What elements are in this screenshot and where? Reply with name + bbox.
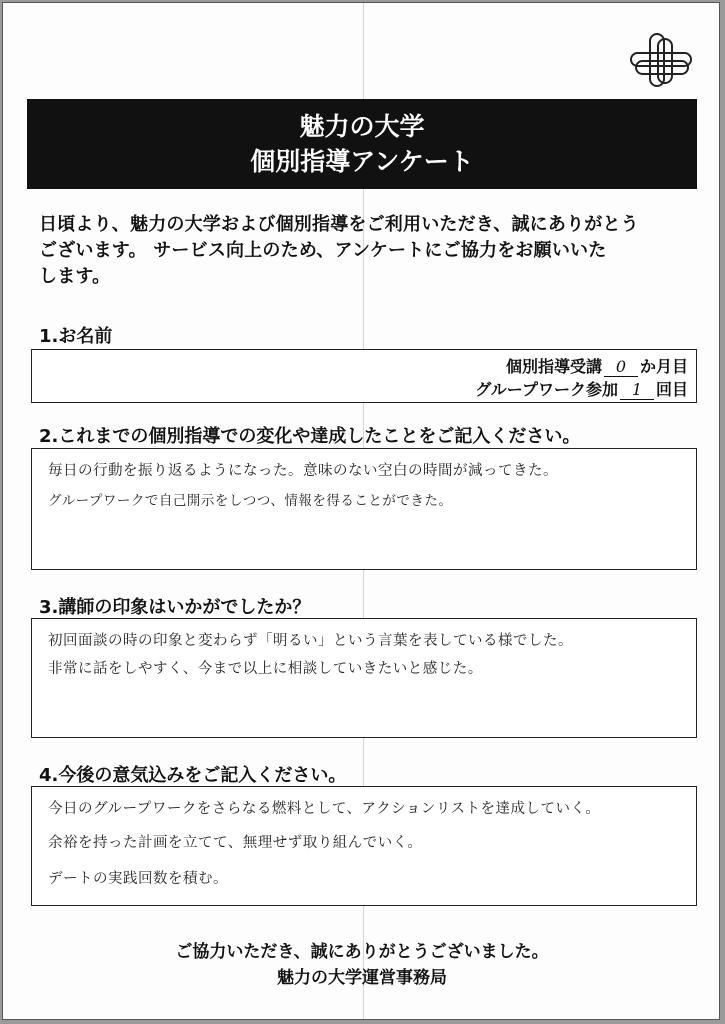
q3-heading: 3.講師の印象はいかがでしたか？: [39, 597, 311, 618]
q2-heading: 2.これまでの個別指導での変化や達成したことをご記入ください。: [39, 426, 581, 447]
footer-thanks: ご協力いただき、誠にありがとうございました。: [175, 942, 549, 962]
group-label: グループワーク参加: [475, 380, 618, 399]
intro-line-1: 日頃より、魅力の大学および個別指導をご利用いただき、誠にありがとう: [39, 214, 639, 235]
title-line-2: 個別指導アンケート: [250, 147, 474, 176]
sessions-value-field[interactable]: 0: [604, 357, 638, 377]
plus-cross-logo-icon: [628, 31, 694, 89]
q2-answer-line-2: グループワークで自己開示をしつつ、情報を得ることができた。: [48, 493, 453, 509]
name-box[interactable]: [31, 349, 697, 403]
q4-answer-line-3: デートの実践回数を積む。: [48, 871, 228, 887]
intro-line-3: します。: [39, 266, 111, 287]
sessions-row: [506, 354, 688, 377]
q3-answer-line-2: 非常に話をしやすく、今まで以上に相談していきたいと感じた。: [48, 661, 483, 677]
group-value-field[interactable]: 1: [620, 380, 654, 400]
sessions-unit: か月目: [639, 357, 688, 376]
title-banner: [27, 99, 697, 189]
group-unit: 回目: [655, 380, 688, 399]
q4-answer-line-1: 今日のグループワークをさらなる燃料として、アクションリストを達成していく。: [48, 801, 601, 817]
q2-answer-line-1: 毎日の行動を振り返るようになった。意味のない空白の時間が減ってきた。: [48, 463, 558, 479]
title-line-1: 魅力の大学: [299, 112, 425, 141]
intro-text: [39, 212, 689, 290]
sessions-label: 個別指導受講: [505, 357, 602, 376]
q4-answer-box[interactable]: [31, 786, 697, 906]
q4-answer-line-2: 余裕を持った計画を立てて、無理せず取り組んでいく。: [48, 835, 423, 851]
q3-answer-box[interactable]: [31, 618, 697, 738]
q2-answer-box[interactable]: [31, 448, 697, 570]
group-row: [475, 377, 688, 400]
q3-answer-line-1: 初回面談の時の印象と変わらず「明るい」という言葉を表している様でした。: [48, 633, 573, 649]
intro-line-2: ございます。 サービス向上のため、アンケートにご協力をお願いいた: [39, 240, 607, 261]
q4-heading: 4.今後の意気込みをご記入ください。: [39, 765, 347, 786]
q1-heading: 1.お名前: [39, 326, 113, 347]
survey-form-page: [2, 2, 720, 1020]
footer-office: 魅力の大学運営事務局: [277, 968, 447, 988]
